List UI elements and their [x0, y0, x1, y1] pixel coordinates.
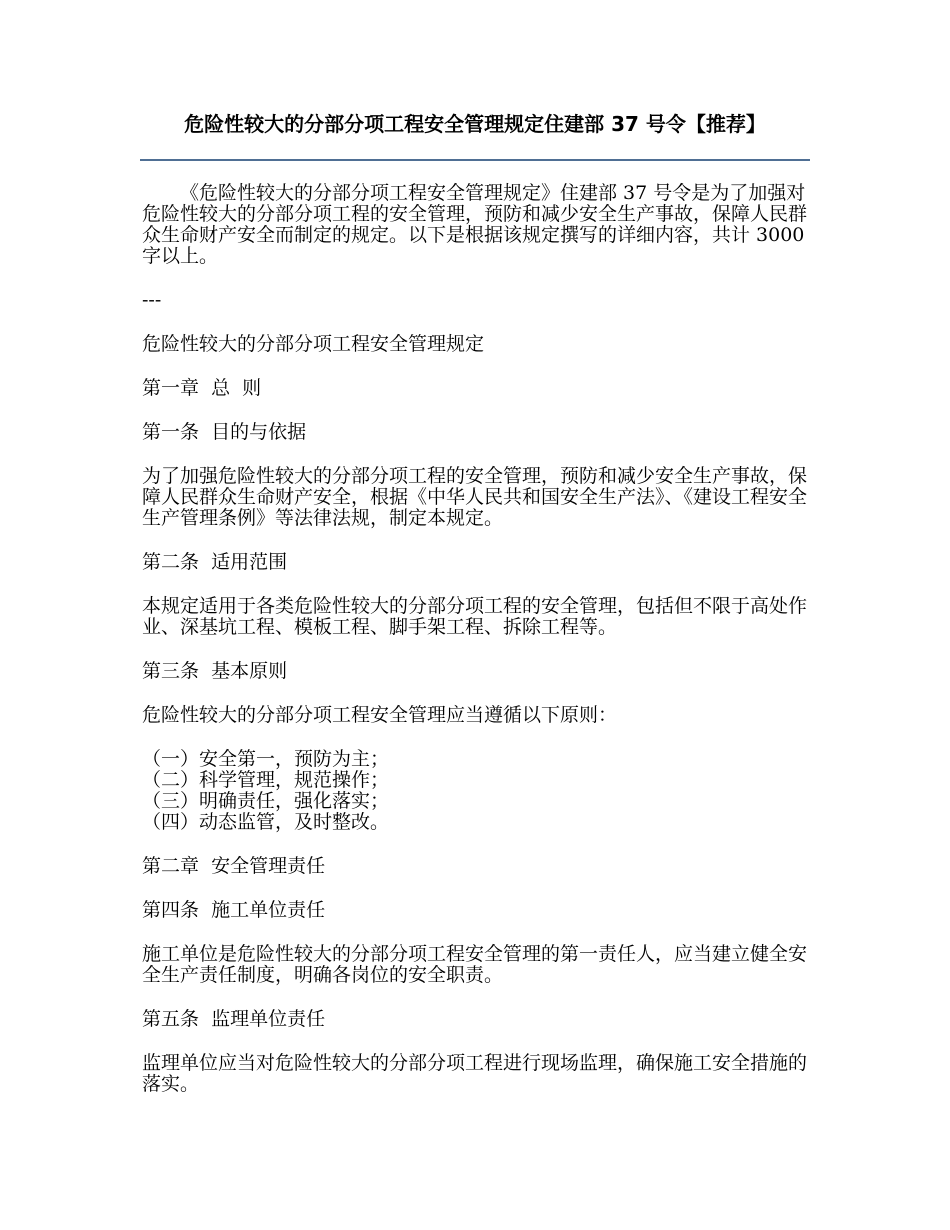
article-1-title: 第一条 目的与依据	[142, 421, 307, 443]
article-2-title: 第二条 适用范围	[142, 551, 288, 573]
list-item: （一）安全第一，预防为主；	[142, 748, 390, 770]
article-4-body: 施工单位是危险性较大的分部分项工程安全管理的第一责任人，应当建立健全安全生产责任制度，明确各岗位的安全职责。	[142, 943, 808, 986]
article-4-title: 第四条 施工单位责任	[142, 899, 326, 921]
chapter-2-heading: 第二章 安全管理责任	[142, 855, 326, 877]
article-3-body: 危险性较大的分部分项工程安全管理应当遵循以下原则：	[142, 704, 618, 726]
chapter-1-heading: 第一章 总 则	[142, 377, 262, 399]
title-underline	[140, 159, 810, 161]
document-title: 危险性较大的分部分项工程安全管理规定住建部 37 号令【推荐】	[184, 112, 766, 136]
article-1-body: 为了加强危险性较大的分部分项工程的安全管理，预防和减少安全生产事故，保障人民群众生命财产安全，根据《中华人民共和国安全生产法》、《建设工程安全生产管理条例》等法律法规，制定本规定。	[142, 465, 808, 529]
article-5-body: 监理单位应当对危险性较大的分部分项工程进行现场监理，确保施工安全措施的落实。	[142, 1052, 808, 1095]
list-item: （三）明确责任，强化落实；	[142, 790, 390, 812]
principles-list	[142, 749, 808, 833]
article-2-body: 本规定适用于各类危险性较大的分部分项工程的安全管理，包括但不限于高处作业、深基坑工程、模板工程、脚手架工程、拆除工程等。	[142, 595, 808, 638]
intro-paragraph: 《危险性较大的分部分项工程安全管理规定》住建部 37 号令是为了加强对危险性较大的分部分项工程的安全管理，预防和减少安全生产事故，保障人民群众生命财产安全而制定的规定。以下是根据该规定撰写的详细内容，共计 3000 字以上。	[142, 182, 811, 267]
regulation-heading: 危险性较大的分部分项工程安全管理规定	[142, 333, 485, 355]
list-item: （二）科学管理，规范操作；	[142, 769, 390, 791]
separator-line: ---	[142, 289, 162, 311]
article-5-title: 第五条 监理单位责任	[142, 1008, 326, 1030]
document-body	[142, 182, 811, 1118]
article-3-title: 第三条 基本原则	[142, 660, 288, 682]
list-item: （四）动态监管，及时整改。	[142, 811, 390, 833]
